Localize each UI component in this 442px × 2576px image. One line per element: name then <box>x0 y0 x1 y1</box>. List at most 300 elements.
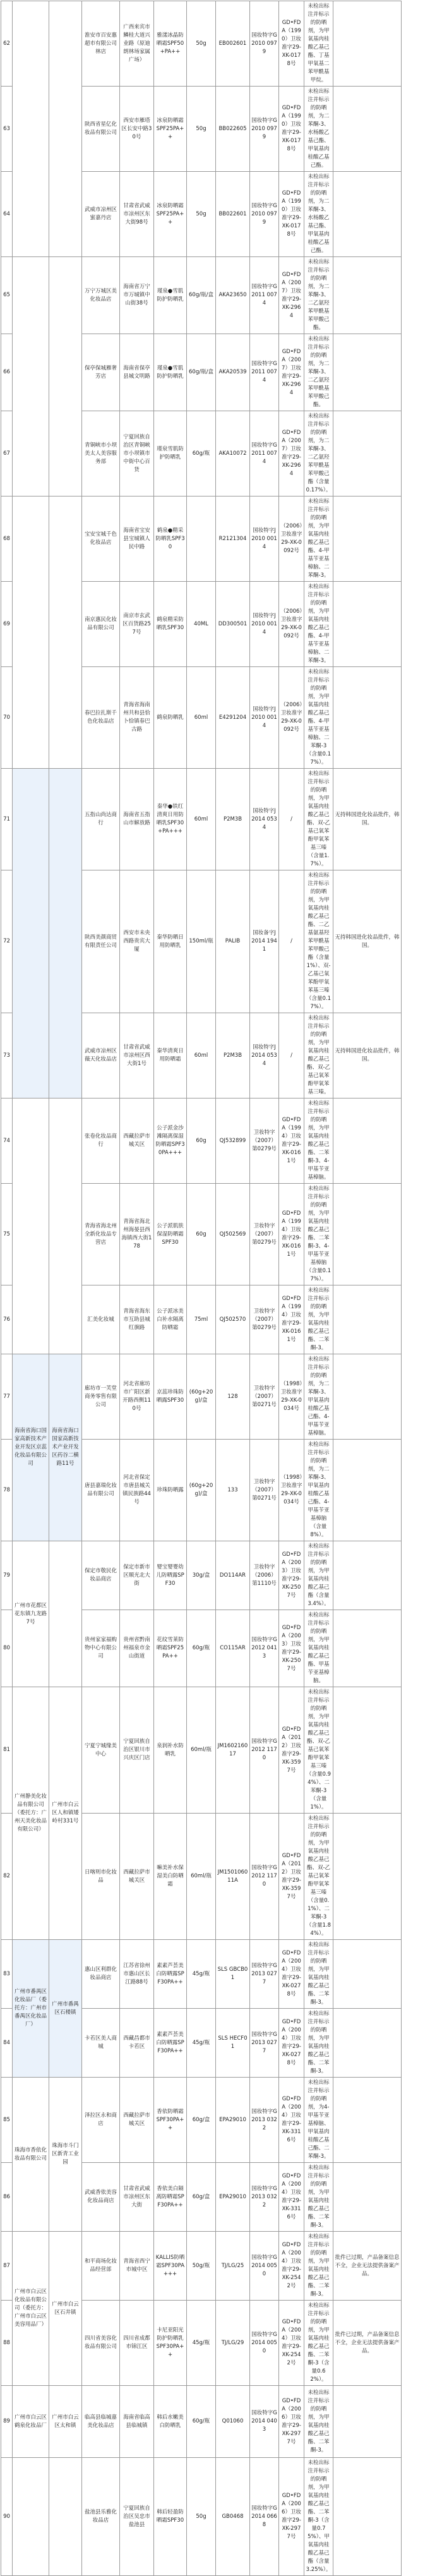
result-cell: 未检出标注并标示的防晒剂，为二苯酮-3、二乙氨羟苯甲酰基苯甲酸己酯（含量0.17%）。 <box>304 411 333 497</box>
result-cell: 未检出标注并标示的防晒剂，为甲氧基肉桂酸乙基己酯、双-乙基己氧苯酚甲氧苯基三嗪（含量0.1%）、二苯酮-3（含量1.84%）。 <box>304 1814 333 1940</box>
producer-cell: 海南省海口国家高新技术产业开发区京蕊化妆品有限公司 <box>13 1354 49 1541</box>
approval-number-cell: GD•FDA（2007）卫妆准字29-XK-2964 <box>279 411 304 497</box>
product-name-cell: 素素芦荟美白防晒露SPF30PA++ <box>154 1940 187 2009</box>
batch-cell: E4291204 <box>216 667 250 769</box>
result-cell: 未检出标注并标示的防晒剂，为二苯酮-3、水杨酸乙基己酯、甲氧基肉桂酸乙基己酯。 <box>304 172 333 257</box>
result-cell: 未检出标注并标示的防晒剂，为甲氧基肉桂酸乙基己酯、丁基甲氧基二苯甲酰基甲烷。 <box>304 1 333 87</box>
spec-cell: 75ml <box>187 1285 216 1354</box>
producer-address-cell: 广州市白云区太和镇 <box>49 2386 82 2458</box>
result-cell: 未检出标注并标示的防晒剂，为甲氧基肉桂酸乙基己酯、二苯酮-3。 <box>304 1940 333 2009</box>
seller-cell: 汇美化妆城 <box>82 1285 120 1354</box>
row-number-cell: 88 <box>1 2301 13 2386</box>
seller-cell: 保定市敬民化妆品商店 <box>82 1541 120 1610</box>
spec-cell: (60g+20g)/盒 <box>187 1440 216 1541</box>
approval-number-cell: / <box>279 769 304 870</box>
approval-number-cell: GD•FDA（2004）卫妆准字29-XK-0278号 <box>279 1940 304 2009</box>
row-number-cell: 72 <box>1 870 13 1013</box>
license-number-cell: 国妆特字G2010 0979 <box>250 1 279 87</box>
result-cell: 未检出标注并标示的防晒剂，为二苯酮-3、水杨酸乙基己酯、甲氧基肉桂酸乙基己酯。 <box>304 87 333 172</box>
license-number-cell: 国妆特字G2010 0979 <box>250 172 279 257</box>
row-number-cell: 73 <box>1 1013 13 1098</box>
producer-cell: 广州静美化妆品有限公司（委托方：广州天美化妆品有限公司） <box>13 1687 49 1940</box>
batch-cell: 128 <box>216 1354 250 1440</box>
row-number-cell: 80 <box>1 1610 13 1687</box>
seller-cell: 盐池县乐雅化妆品店 <box>82 2458 120 2576</box>
product-name-cell: 素素芦荟美白防晒露SPF30PA++ <box>154 2009 187 2078</box>
seller-cell: 惠山区利群化妆品商店 <box>82 1940 120 2009</box>
spec-cell: 45g/瓶 <box>187 1940 216 2009</box>
approval-number-cell: GD•FDA（2004）卫妆准字29-XK-2542号 <box>279 2301 304 2386</box>
seller-cell: 淮安市百安惠超市有限公司林店 <box>82 1 120 87</box>
seller-address-cell: 宁夏回族自治区吴忠市盐池县 <box>120 2458 154 2576</box>
product-name-cell: 香依美白隔离防晒霜SPF30PA++ <box>154 2163 187 2232</box>
note-cell <box>333 257 402 334</box>
batch-cell: PALIB <box>216 870 250 1013</box>
seller-address-cell: 青海省海北州海晏县西海镇西大街178 <box>120 1184 154 1285</box>
producer-address-cell <box>49 1 82 257</box>
approval-number-cell: （1998）卫妆准字29-XK-0034号 <box>279 1354 304 1440</box>
batch-cell: P2M3B <box>216 769 250 870</box>
row-number-cell: 83 <box>1 1940 13 2009</box>
seller-cell: 青铜峡市小坝美太人美容服务部 <box>82 411 120 497</box>
seller-address-cell: 西藏拉萨市城关区 <box>120 1814 154 1940</box>
batch-cell: BB022605 <box>216 87 250 172</box>
row-number-cell: 64 <box>1 172 13 257</box>
producer-cell: 广州市花都区花东镇九龙路7号 <box>13 1541 49 1687</box>
license-number-cell: 国妆特字J2014 0534 <box>250 769 279 870</box>
spec-cell: 60g/瓶/盒 <box>187 334 216 411</box>
product-name-cell: 冰泉防晒霜SPF25PA++ <box>154 87 187 172</box>
spec-cell: 60g/盒 <box>187 2163 216 2232</box>
product-name-cell: 雅漾冰晶防晒霜SPF50+PA++ <box>154 1 187 87</box>
row-number-cell: 81 <box>1 1687 13 1814</box>
license-number-cell: 国妆特字G2013 0322 <box>250 2163 279 2232</box>
seller-cell: 和平商场化妆品经营部 <box>82 2232 120 2301</box>
note-cell <box>333 1285 402 1354</box>
seller-cell: 陕西美颜商贸有限责任公司 <box>82 870 120 1013</box>
producer-cell <box>13 1 49 257</box>
license-number-cell: 卫妆特字（2007）第0271号 <box>250 1440 279 1541</box>
result-cell: 未检出标注并标示的防晒剂，为二苯酮-3、二乙氨羟苯甲酰基苯甲酸己酯。 <box>304 334 333 411</box>
seller-address-cell: 青海省西宁市城中区 <box>120 2232 154 2301</box>
batch-cell: QJ502569 <box>216 1184 250 1285</box>
batch-cell: DO114AR <box>216 1541 250 1610</box>
producer-cell: 广州市白云区鹤泉化妆品厂 <box>13 2386 49 2458</box>
product-name-cell: 珍珠防晒露 <box>154 1440 187 1541</box>
row-number-cell: 74 <box>1 1098 13 1184</box>
spec-cell: 50g <box>187 87 216 172</box>
license-number-cell: 国妆特字G2011 0074 <box>250 334 279 411</box>
spec-cell: 45g/瓶 <box>187 2301 216 2386</box>
producer-cell: 珠海市香依化妆品有限公司 <box>13 2078 49 2232</box>
seller-address-cell: 海南省保亭县城文明路 <box>120 334 154 411</box>
result-cell: 未检出标注并标示的防晒剂，为甲氧基肉桂酸乙基己酯、二苯酮-3、4-甲基苄亚基樟脑。 <box>304 1098 333 1184</box>
row-number-cell: 84 <box>1 2009 13 2078</box>
product-name-cell: 婴宝婴婴幼儿防晒露SPF30 <box>154 1541 187 1610</box>
approval-number-cell: GD•FDA（2003）卫妆准字29-XK-2507号 <box>279 1610 304 1687</box>
table-row <box>1 497 442 582</box>
note-cell <box>333 2458 402 2576</box>
product-name-cell: 秦华清爽日用防晒霜 <box>154 1013 187 1098</box>
result-cell: 未检出标注并标示的防晒剂，为甲氧基肉桂酸乙基己酯、4-甲基苄亚基樟脑、二苯酮-3（含量0.17%）。 <box>304 667 333 769</box>
batch-cell: P2M3B <box>216 1013 250 1098</box>
license-number-cell: 国妆特字G2011 0074 <box>250 257 279 334</box>
spec-cell: 60ml <box>187 667 216 769</box>
producer-address-cell: 广州市番禺区石楼镇 <box>49 1940 82 2078</box>
row-number-cell: 69 <box>1 582 13 667</box>
note-cell <box>333 1440 402 1541</box>
spec-cell: 60ml/瓶 <box>187 1687 216 1814</box>
approval-number-cell: GD•FDA（2004）卫妆准字29-XK-0278号 <box>279 2009 304 2078</box>
license-number-cell: 国妆特字J2010 0014 <box>250 497 279 582</box>
license-number-cell: 国妆特字G2013 0277 <box>250 2009 279 2078</box>
approval-number-cell: GD•FDA（1990）卫妆准字29-XK-0178号 <box>279 172 304 257</box>
seller-address-cell: 贵州省黔南州福泉市金山街道 <box>120 1610 154 1687</box>
seller-address-cell: 青海省海南州共和县恰卜恰镇春巴古路 <box>120 667 154 769</box>
note-cell <box>333 1814 402 1940</box>
note-cell <box>333 1184 402 1285</box>
note-cell <box>333 1541 402 1610</box>
note-cell <box>333 667 402 769</box>
seller-address-cell: 甘肃省武威市凉州区东大街 <box>120 2163 154 2232</box>
batch-cell: AKA23650 <box>216 257 250 334</box>
row-number-cell: 78 <box>1 1440 13 1541</box>
note-cell <box>333 582 402 667</box>
batch-cell: R2121304 <box>216 497 250 582</box>
note-cell <box>333 1354 402 1440</box>
product-name-cell: 鹤泉精采防晒乳SPF30 <box>154 582 187 667</box>
seller-address-cell: 青海省海东市互助县城红旗路 <box>120 1285 154 1354</box>
product-name-cell: 鹤泉防晒乳 <box>154 667 187 769</box>
license-number-cell: 卫妆特字（2007）第0279号 <box>250 1098 279 1184</box>
inspection-results-table <box>1 1 442 2576</box>
batch-cell: AKA10072 <box>216 411 250 497</box>
spec-cell <box>187 497 216 582</box>
producer-cell: 广州市番禺区化妆品厂（委托方：广州市番禺区化妆品厂） <box>13 1940 49 2078</box>
producer-cell <box>13 257 49 497</box>
batch-cell: CO115AR <box>216 1610 250 1687</box>
spec-cell: 60g/盒 <box>187 2078 216 2163</box>
batch-cell: EPA29010 <box>216 2078 250 2163</box>
batch-cell: DD300501 <box>216 582 250 667</box>
approval-number-cell: / <box>279 1013 304 1098</box>
spec-cell: 60g <box>187 1098 216 1184</box>
producer-address-cell <box>49 2458 82 2576</box>
producer-address-cell <box>49 769 82 1098</box>
seller-cell: 卡若区美人商城 <box>82 2009 120 2078</box>
note-cell <box>333 1098 402 1184</box>
seller-cell: 临高县临城嘉美化妆品店 <box>82 2386 120 2458</box>
row-number-cell: 75 <box>1 1184 13 1285</box>
approval-number-cell: GD•FDA（2006）卫妆准字29-XK-2977号 <box>279 2458 304 2576</box>
note-cell <box>333 1940 402 2009</box>
table-row <box>1 1354 442 1440</box>
result-cell: 未检出标注并标示的防晒剂，为二苯酮-3、甲氧基肉桂酸乙基己酯、4-甲基苄亚基樟脑。 <box>304 1354 333 1440</box>
result-cell: 未检出标注并标示的防晒剂，为甲氧基肉桂酸乙基己酯、二苯酮-3、4-甲基苄亚基樟脑（含量0.17%）。 <box>304 1184 333 1285</box>
product-name-cell: 京蕊珍珠防晒露SPF30 <box>154 1354 187 1440</box>
note-cell <box>333 172 402 257</box>
result-cell: 未检出标注并标示的防晒剂，为甲氧基肉桂酸乙基己酯、二苯酮-3。 <box>304 2386 333 2458</box>
producer-address-cell: 广州市白云区石井镇 <box>49 2232 82 2386</box>
license-number-cell: 国妆特字G2013 0322 <box>250 2078 279 2163</box>
producer-address-cell: 海南省海口国家高新技术产业开发区药谷二横路11号 <box>49 1354 82 1541</box>
product-name-cell: 韩后水嫩美白防晒乳 <box>154 2386 187 2458</box>
table-row <box>1 1098 442 1184</box>
license-number-cell: 国妆特字G2012 1170 <box>250 1687 279 1814</box>
table-row <box>1 1687 442 1814</box>
product-name-cell: 花纹雪莱防晒霜SPF25PA++ <box>154 1610 187 1687</box>
result-cell: 未检出标注并标示的防晒剂，为甲氧基肉桂酸乙基己酯、二苯酮-3。 <box>304 2232 333 2301</box>
seller-cell: 宝安宝城千色化妆品店 <box>82 497 120 582</box>
license-number-cell: 国妆特字G2013 0277 <box>250 1940 279 2009</box>
batch-cell: EPA29010 <box>216 2163 250 2232</box>
license-number-cell: 国妆特字G2014 0403 <box>250 2386 279 2458</box>
approval-number-cell: GD•FDA（2012）卫妆准字29-XK-3597号 <box>279 1687 304 1814</box>
seller-cell: 日喀则市化妆品 <box>82 1814 120 1940</box>
product-name-cell: 卡尼亚阳光防护防晒乳SPF30PA++ <box>154 2301 187 2386</box>
seller-cell: 唐县嘉瑞化妆品有限公司 <box>82 1440 120 1541</box>
seller-cell: 武威市凉州区薇天化妆品店 <box>82 1013 120 1098</box>
approval-number-cell: GD•FDA（2006）卫妆准字29-XK-2977号 <box>279 2386 304 2458</box>
table-row <box>1 2386 442 2458</box>
note-cell <box>333 1610 402 1687</box>
spec-cell: 50g <box>187 1 216 87</box>
seller-address-cell: 西藏昌都市卡若区 <box>120 2009 154 2078</box>
product-name-cell: 瑾泉●雪肌防护防晒乳 <box>154 334 187 411</box>
license-number-cell: 卫妆特字（2007）第0271号 <box>250 1354 279 1440</box>
note-cell: 无持韩国进化妆品批件，韩国。 <box>333 870 402 1013</box>
seller-address-cell: 甘肃省武威市凉州区东大街98号 <box>120 172 154 257</box>
row-number-cell: 70 <box>1 667 13 769</box>
approval-number-cell: GD•FDA（1990）卫妆准字29-XK-0178号 <box>279 87 304 172</box>
result-cell: 未检出标注并标示的防晒剂，为甲氧基肉桂酸乙基己酯、二苯酮-3。 <box>304 1285 333 1354</box>
batch-cell: EB002601 <box>216 1 250 87</box>
batch-cell: QJ532899 <box>216 1098 250 1184</box>
product-name-cell: 公子派金沙滩隔离保湿防晒霜SPF30PA+++ <box>154 1098 187 1184</box>
product-name-cell: 泉润补水防晒乳 <box>154 1687 187 1814</box>
note-cell <box>333 87 402 172</box>
table-body <box>1 1 442 2576</box>
spec-cell: 60g/瓶/盒 <box>187 257 216 334</box>
seller-cell: 宁夏宁城缘美中心 <box>82 1687 120 1814</box>
producer-address-cell <box>49 497 82 769</box>
producer-address-cell <box>49 1541 82 1687</box>
license-number-cell: 国妆备字J2014 1941 <box>250 870 279 1013</box>
spec-cell: 60g/瓶 <box>187 1610 216 1687</box>
result-cell: 未检出标注并标示的防晒剂，为甲氧基肉桂酸乙基己酯（含量3.4%）。 <box>304 1541 333 1610</box>
row-number-cell: 65 <box>1 257 13 334</box>
table-row <box>1 1940 442 2009</box>
approval-number-cell: GD•FDA（1994）卫妆准字29-XK-0161号 <box>279 1098 304 1184</box>
row-number-cell: 87 <box>1 2232 13 2301</box>
batch-cell: TJ/LG/29 <box>216 2301 250 2386</box>
approval-number-cell: GD•FDA（1994）卫妆准字29-XK-0161号 <box>279 1184 304 1285</box>
result-cell: 未检出标注并标示的防晒剂，为二苯酮-3、二乙氨羟苯甲酰基苯甲酸己酯。 <box>304 257 333 334</box>
note-cell <box>333 2386 402 2458</box>
row-number-cell: 76 <box>1 1285 13 1354</box>
producer-address-cell <box>49 257 82 497</box>
note-cell <box>333 1687 402 1814</box>
license-number-cell: 卫妆特字（2006）第1110号 <box>250 1541 279 1610</box>
row-number-cell: 82 <box>1 1814 13 1940</box>
seller-address-cell: 海南省临高县临城镇 <box>120 2386 154 2458</box>
table-row <box>1 2232 442 2301</box>
license-number-cell: 国妆特字J2010 0014 <box>250 667 279 769</box>
note-cell <box>333 2163 402 2232</box>
result-cell: 未检出标注并标示的防晒剂，为甲氧基肉桂酸乙基己酯、4-甲基苄亚基樟脑、二苯酮-3。 <box>304 497 333 582</box>
note-cell <box>333 2009 402 2078</box>
approval-number-cell: （2006）卫妆准字29-XK-0092号 <box>279 582 304 667</box>
seller-cell: 四川省美容化妆品有限公司 <box>82 2301 120 2386</box>
result-cell: 未检出标注并标示的防晒剂，为甲氧基肉桂酸乙基己酯、双-乙基己氧苯酚甲氧苯基三嗪（含量1.7%）。 <box>304 769 333 870</box>
batch-cell: JM150106011A <box>216 1814 250 1940</box>
note-cell: 无持韩国进化妆品批件，韩国。 <box>333 1013 402 1098</box>
seller-address-cell: 南京市玄武区百货路257号 <box>120 582 154 667</box>
license-number-cell: 国妆特字G2014 0668 <box>250 2458 279 2576</box>
product-name-cell: 秦华●铁红清爽日用防晒乳SPF30+PA+++ <box>154 769 187 870</box>
result-cell: 未检出标注并标示的防晒剂，为甲氧基肉桂酸乙基己酯、二苯酮-3（含量0.75%）、甲氧基肉桂酸乙基己酯（含量3.25%）。 <box>304 2458 333 2576</box>
table-row <box>1 257 442 334</box>
producer-cell <box>13 2458 49 2576</box>
approval-number-cell: GD•FDA（2003）卫妆准字29-XK-2507号 <box>279 1541 304 1610</box>
producer-address-cell: 广州市白云区人和镇矮岭村331号 <box>49 1687 82 1940</box>
batch-cell: QJ502570 <box>216 1285 250 1354</box>
row-number-cell: 77 <box>1 1354 13 1440</box>
product-name-cell: 韩后轻盈防晒霜SPF30 <box>154 2458 187 2576</box>
row-number-cell: 68 <box>1 497 13 582</box>
note-cell <box>333 2078 402 2163</box>
product-name-cell: 公子派肌肤保湿防晒霜SPF30 <box>154 1184 187 1285</box>
spec-cell: 60g/瓶 <box>187 411 216 497</box>
approval-number-cell: GD•FDA（1994）卫妆准字29-XK-0161号 <box>279 1285 304 1354</box>
seller-cell: 张卷化妆品商行 <box>82 1098 120 1184</box>
product-name-cell: 鹤泉●精采防晒乳SPF30 <box>154 497 187 582</box>
note-cell <box>333 497 402 582</box>
table-row <box>1 1541 442 1610</box>
spec-cell: (60g+20g)/盒 <box>187 1354 216 1440</box>
seller-cell: 保亭保城雁奢芳店 <box>82 334 120 411</box>
result-cell: 未检出标注并标示的防晒剂，为4-甲基苄亚基樟脑、甲氧基肉桂酸乙基己酯、二苯酮-3。 <box>304 2078 333 2163</box>
batch-cell: TJ/LG/25 <box>216 2232 250 2301</box>
license-number-cell: 国妆特字J2014 0534 <box>250 1013 279 1098</box>
approval-number-cell: GD•FDA（2007）卫妆准字29-XK-2964 <box>279 334 304 411</box>
spec-cell: 60ml <box>187 1013 216 1098</box>
seller-cell: 万宁万城区美化妆品店 <box>82 257 120 334</box>
batch-cell: SLS HECF01 <box>216 2009 250 2078</box>
result-cell: 未检出标注并标示的防晒剂，为甲氧基肉桂酸乙基己酯、甲基苄亚基樟脑。 <box>304 1610 333 1687</box>
seller-address-cell: 四川省成都市锦江区 <box>120 2301 154 2386</box>
seller-cell: 五指山尚达商行 <box>82 769 120 870</box>
table-row <box>1 2078 442 2163</box>
seller-cell: 武威市凉州区蜜嘉丹店 <box>82 172 120 257</box>
row-number-cell: 67 <box>1 411 13 497</box>
producer-address-cell: 珠海市斗门区新青工业园 <box>49 2078 82 2232</box>
batch-cell: GB0468 <box>216 2458 250 2576</box>
spec-cell: 60g <box>187 1184 216 1285</box>
row-number-cell: 89 <box>1 2386 13 2458</box>
seller-address-cell: 海南省五指山市解放路 <box>120 769 154 870</box>
seller-address-cell: 河北省廊坊市广阳区新开路西侧110号 <box>120 1354 154 1440</box>
approval-number-cell: GD•FDA（2004）卫妆准字29-XK-3316号 <box>279 2078 304 2163</box>
license-number-cell: 国妆特字J2010 0014 <box>250 582 279 667</box>
table-row <box>1 1 442 87</box>
seller-address-cell: 宁夏回族自治区青铜峡市小坝镇市中街中心百货 <box>120 411 154 497</box>
spec-cell: 60g/瓶 <box>187 2386 216 2458</box>
seller-cell: 贵州家家福购物中心有限公司 <box>82 1610 120 1687</box>
row-number-cell: 62 <box>1 1 13 87</box>
seller-cell: 青海省海北州全新化妆品专营店 <box>82 1184 120 1285</box>
spec-cell: 40ML <box>187 582 216 667</box>
spec-cell: 60ml <box>187 769 216 870</box>
result-cell: 未检出标注并标示的防晒剂，为甲氧基肉桂酸乙基己酯、双-乙基己氧苯酚甲氧苯基三嗪（含量0.94%）、二苯酮-3（含量1%）。 <box>304 1687 333 1814</box>
seller-address-cell: 西安市雁塔区长安中路30号 <box>120 87 154 172</box>
seller-cell: 泽拉区永和商店 <box>82 2078 120 2163</box>
result-cell: 未检出标注并标示的防晒剂，为甲氧基肉桂酸乙基己酯、二苯酮-3（含量0.62%）。 <box>304 2301 333 2386</box>
approval-number-cell: / <box>279 870 304 1013</box>
seller-address-cell: 海南省万宁市万城镇中山街38号 <box>120 257 154 334</box>
batch-cell: JM160216017 <box>216 1687 250 1814</box>
seller-address-cell: 西藏拉萨市城关区 <box>120 2078 154 2163</box>
approval-number-cell: GD•FDA（2007）卫妆准字29-XK-2964 <box>279 257 304 334</box>
seller-address-cell: 广西来宾市鳞桂大道兴业路（原迪朗林场家属广场） <box>120 1 154 87</box>
result-cell: 未检出标注并标示的防晒剂，为甲氧基肉桂酸乙基己酯、二乙基氨基羟苯甲酰基苯甲酸己酯（含量1%）、双-乙基己氧苯酚甲氧苯基三嗪（含量0.17%）。 <box>304 870 333 1013</box>
seller-address-cell: 宁夏回族自治区银川市兴庆区门店 <box>120 1687 154 1814</box>
spec-cell: 150ml/瓶 <box>187 870 216 1013</box>
license-number-cell: 国妆特字G2012 1170 <box>250 1814 279 1940</box>
producer-address-cell <box>49 1098 82 1354</box>
note-cell: 批件已过期，产品备案信息不全，企业无法提供备案产品。 <box>333 2232 402 2301</box>
row-number-cell: 85 <box>1 2078 13 2163</box>
result-cell: 未检出标注并标示的防晒剂，为甲氧基肉桂酸乙基己酯、二苯酮-3。 <box>304 2163 333 2232</box>
approval-number-cell: （2006）卫妆准字29-XK-0092号 <box>279 497 304 582</box>
product-name-cell: 嘛美补水保湿美白防晒霜 <box>154 1814 187 1940</box>
seller-cell: 武威香依美容化妆品商店 <box>82 2163 120 2232</box>
approval-number-cell: （2006）卫妆准字29-XK-0092号 <box>279 667 304 769</box>
batch-cell: Q01060 <box>216 2386 250 2458</box>
spec-cell: 30g/盒 <box>187 1541 216 1610</box>
producer-cell <box>13 769 49 1098</box>
batch-cell: BB022601 <box>216 172 250 257</box>
seller-cell: 陕西省星亿化妆品有限公司 <box>82 87 120 172</box>
product-name-cell: 秦华防晒日用防晒乳 <box>154 870 187 1013</box>
license-number-cell: 国妆特字G2014 0050 <box>250 2301 279 2386</box>
spec-cell: 50g <box>187 172 216 257</box>
license-number-cell: 国妆特字G2010 0979 <box>250 87 279 172</box>
license-number-cell: 国妆特字G2014 0050 <box>250 2232 279 2301</box>
row-number-cell: 90 <box>1 2458 13 2576</box>
producer-cell <box>13 1098 49 1354</box>
table-row <box>1 2458 442 2576</box>
row-number-cell: 66 <box>1 334 13 411</box>
seller-address-cell: 海南省宝安县宝城镇人民中路 <box>120 497 154 582</box>
product-name-cell: KALLIS防晒霜SPF30PA+++ <box>154 2232 187 2301</box>
license-number-cell: 卫妆特字（2007）第0279号 <box>250 1285 279 1354</box>
approval-number-cell: （1998）卫妆准字29-XK-0034号 <box>279 1440 304 1541</box>
batch-cell: 133 <box>216 1440 250 1541</box>
seller-address-cell: 西藏拉萨市城关区 <box>120 1098 154 1184</box>
seller-address-cell: 保定市新市区顺光北大街 <box>120 1541 154 1610</box>
license-number-cell: 国妆特字G2011 0074 <box>250 411 279 497</box>
row-number-cell: 79 <box>1 1541 13 1610</box>
table-row <box>1 769 442 870</box>
row-number-cell: 86 <box>1 2163 13 2232</box>
result-cell: 未检出标注并标示的防晒剂，为甲氧基肉桂酸乙基己酯、双-乙基己氧苯酚甲氧苯基三嗪。 <box>304 1013 333 1098</box>
product-name-cell: 冰泉防晒霜SPF25PA++ <box>154 172 187 257</box>
license-number-cell: 国妆特字G2012 0413 <box>250 1610 279 1687</box>
batch-cell: SLS GBCB01 <box>216 1940 250 2009</box>
result-cell: 未检出标注并标示的防晒剂，为二苯酮-3、甲氧基肉桂酸乙基己酯、4-甲基苄亚基樟脑（含量8%）。 <box>304 1440 333 1541</box>
row-number-cell: 71 <box>1 769 13 870</box>
